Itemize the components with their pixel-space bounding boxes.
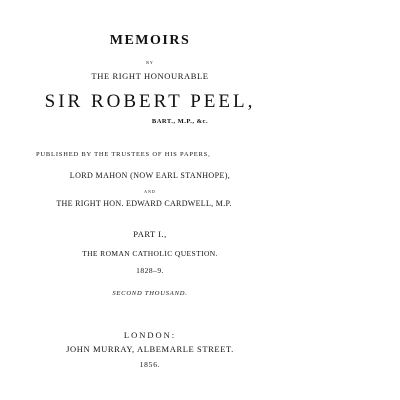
trustee-lord-mahon: LORD MAHON (NOW EARL STANHOPE),: [69, 171, 231, 180]
part-heading: PART I.,: [133, 229, 167, 239]
honorific-line: THE RIGHT HONOURABLE: [91, 71, 209, 81]
book-title: MEMOIRS: [109, 33, 191, 48]
subject-name: SIR ROBERT PEEL,: [44, 91, 256, 112]
imprint-publisher: JOHN MURRAY, ALBEMARLE STREET.: [66, 344, 234, 354]
edition-note: SECOND THOUSAND.: [112, 290, 188, 297]
part-years: 1828–9.: [136, 266, 164, 275]
trustee-edward-cardwell: THE RIGHT HON. EDWARD CARDWELL, M.P.: [56, 199, 232, 208]
published-by-line: PUBLISHED BY THE TRUSTEES OF HIS PAPERS,: [36, 151, 211, 158]
postnominals: BART., M.P., &c.: [151, 118, 209, 125]
imprint-year: 1856.: [139, 360, 161, 369]
imprint-place: LONDON:: [123, 330, 177, 340]
part-subject: THE ROMAN CATHOLIC QUESTION.: [82, 249, 218, 258]
and-line: AND: [144, 189, 156, 194]
by-line: BY: [146, 60, 154, 65]
